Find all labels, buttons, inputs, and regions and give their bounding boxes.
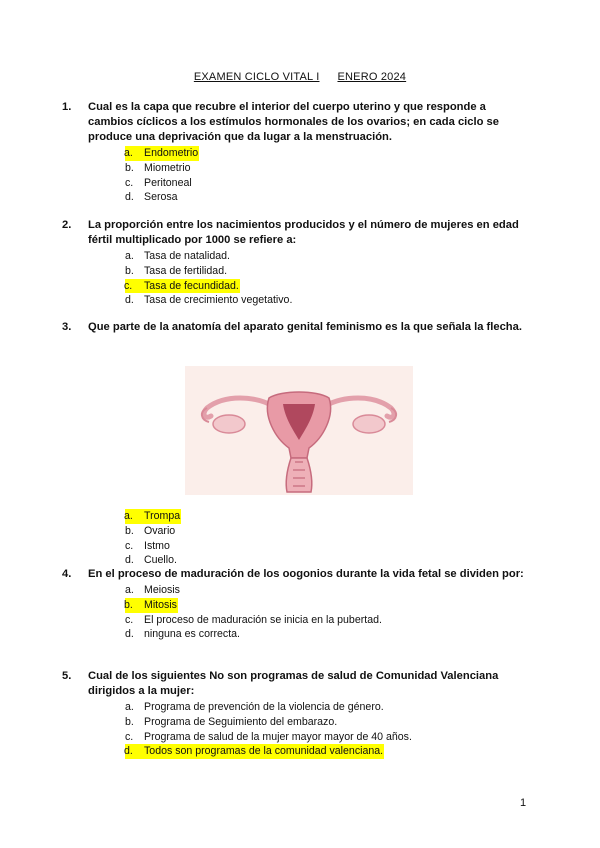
page-number: 1 (520, 797, 527, 809)
right-fallopian-tube (325, 398, 394, 417)
uterus-diagram (185, 366, 413, 495)
option-a: a. Meiosis (125, 584, 180, 596)
option-b: b. Programa de Seguimiento del embarazo. (125, 715, 338, 728)
uterus-illustration (185, 366, 413, 495)
option-b: b. Ovario (125, 524, 176, 537)
options-list (126, 146, 528, 205)
question-number: 3. (62, 321, 72, 333)
options-list (126, 249, 528, 308)
exam-title-left: EXAMEN CICLO VITAL I (193, 71, 320, 83)
question-3-options (88, 508, 528, 568)
option-d: d. Cuello. (125, 554, 177, 567)
option-d: d. Tasa de crecimiento vegetativo. (125, 294, 293, 307)
option-d: d. ninguna es correcta. (125, 628, 240, 641)
option-c: c. El proceso de maduración se inicia en la pubertad. (125, 613, 382, 626)
question-number: 5. (62, 670, 72, 682)
question-stem: Que parte de la anatomía del aparato genital feminismo es la que señala la flecha. (88, 321, 522, 333)
option-b: b. Tasa de fertilidad. (125, 264, 228, 277)
option-a: a. Endometrio (124, 147, 199, 159)
left-fallopian-tube (204, 398, 273, 417)
right-ovary (353, 415, 385, 433)
question-stem: En el proceso de maduración de los oogonios durante la vida fetal se dividen por: (88, 568, 524, 580)
option-d: d. Serosa (125, 191, 178, 204)
question-number: 2. (62, 219, 72, 231)
options-list (126, 509, 528, 568)
option-a: a. Programa de prevención de la violencia de género. (125, 701, 384, 713)
left-ovary (213, 415, 245, 433)
question-1 (62, 100, 528, 205)
option-c: c. Programa de salud de la mujer mayor mayor de 40 años. (125, 730, 412, 743)
exam-title (0, 71, 600, 83)
question-2 (62, 218, 528, 308)
question-4 (62, 567, 528, 642)
option-a: a. Tasa de natalidad. (125, 250, 230, 262)
exam-title-right: ENERO 2024 (337, 71, 407, 83)
question-stem: Cual de los siguientes No son programas de salud de Comunidad Valenciana dirigidos a la mujer: (88, 670, 499, 697)
question-number: 1. (62, 101, 72, 113)
option-c: c. Istmo (125, 539, 170, 552)
options-list (126, 583, 528, 642)
option-c: c. Tasa de fecundidad. (124, 279, 239, 292)
question-stem: La proporción entre los nacimientos producidos y el número de mujeres en edad fértil multiplicado por 1000 se refiere a: (88, 219, 519, 246)
option-c: c. Peritoneal (125, 176, 192, 189)
question-stem: Cual es la capa que recubre el interior del cuerpo uterino y que responde a cambios cíclicos a los estímulos hormonales de los ovarios; en cada ciclo se produce una deprivación que da lugar a la menstruación. (88, 101, 499, 143)
option-b: b. Miometrio (125, 161, 191, 174)
option-b: b. Mitosis (124, 598, 177, 611)
options-list (126, 700, 528, 759)
option-d: d. Todos son programas de la comunidad valenciana. (124, 745, 384, 758)
option-a: a. Trompa (124, 510, 181, 522)
vagina (286, 458, 312, 492)
question-3 (62, 320, 528, 335)
question-number: 4. (62, 568, 72, 580)
question-5 (62, 669, 528, 759)
